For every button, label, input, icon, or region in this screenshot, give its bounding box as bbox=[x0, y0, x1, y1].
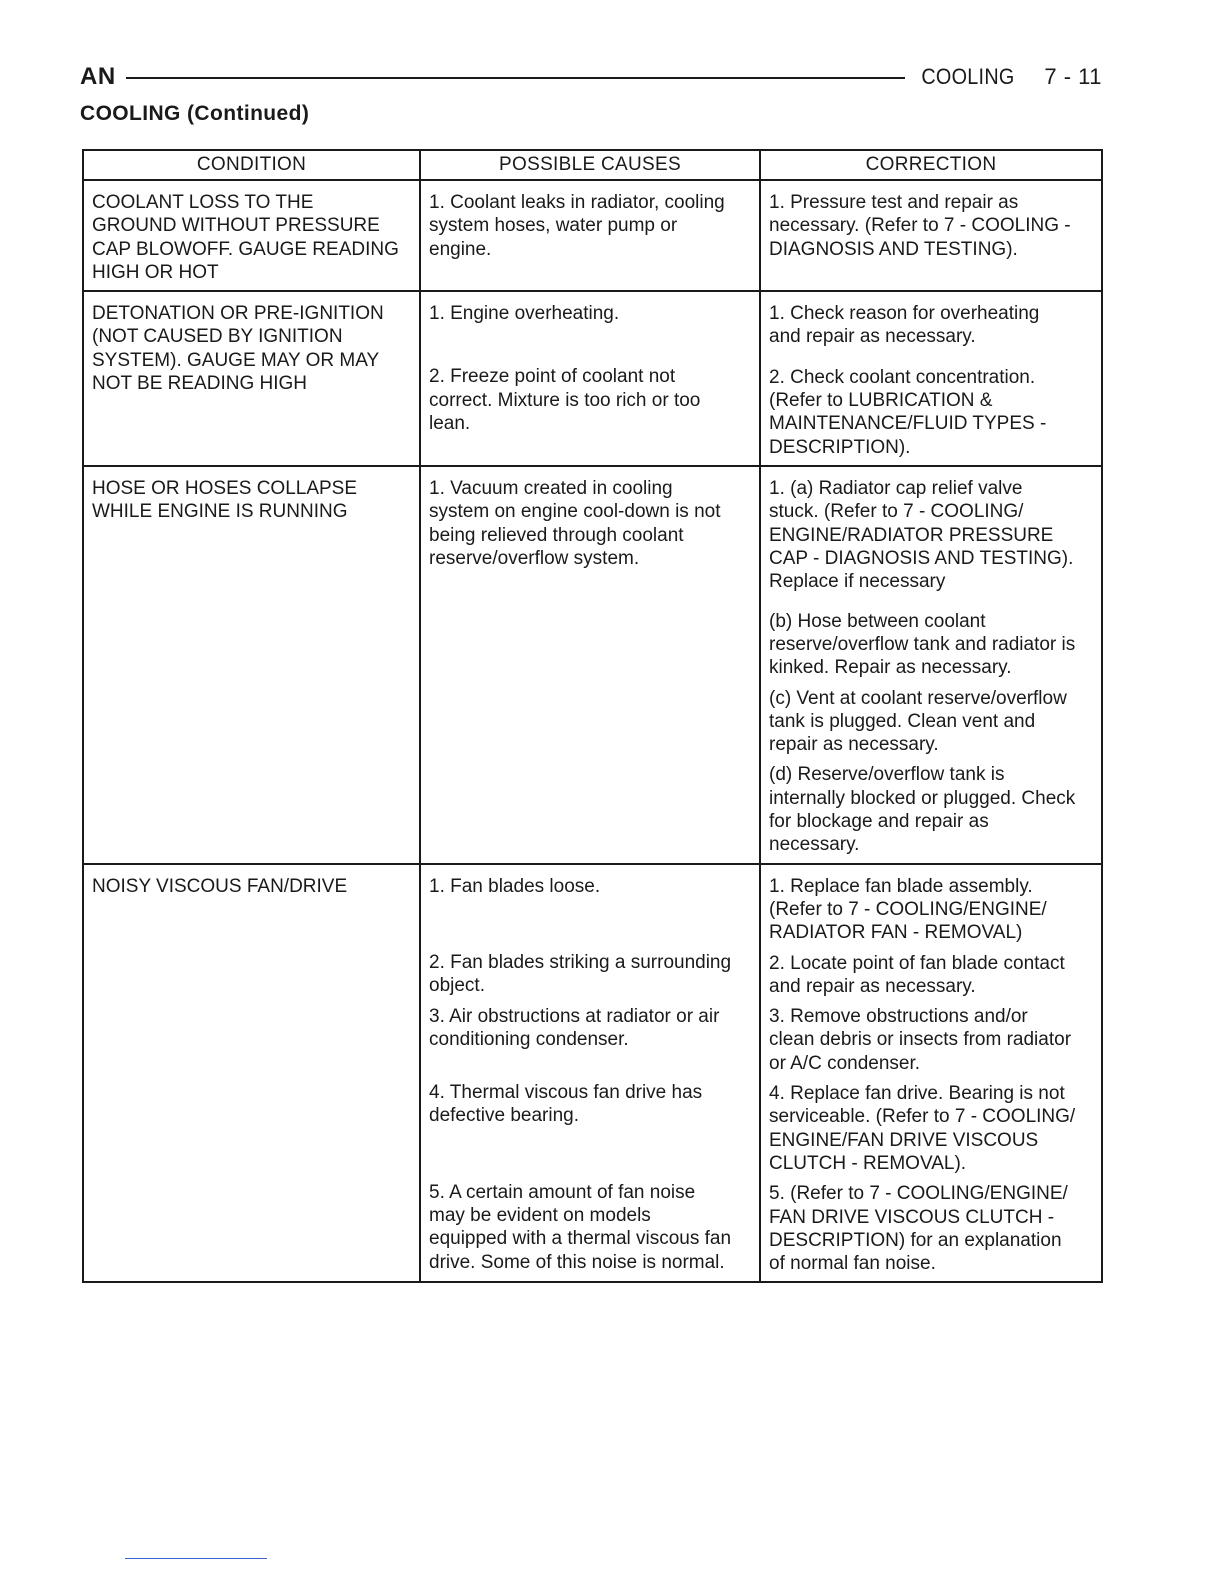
condition-cell bbox=[83, 466, 420, 863]
correction-cell bbox=[760, 291, 1102, 466]
cause-item: 2. Freeze point of coolant not correct. Mixture is too rich or too lean. bbox=[429, 366, 701, 435]
table-row bbox=[83, 291, 1102, 466]
correction-item: 5. (Refer to 7 - COOLING/ENGINE/ FAN DRIVE VISCOUS CLUTCH - DESCRIPTION) for an explanation of normal fan noise. bbox=[769, 1183, 1068, 1275]
page-number: 7 - 11 bbox=[1044, 64, 1102, 89]
column-header-condition: CONDITION bbox=[83, 150, 420, 180]
causes-cell bbox=[420, 466, 760, 863]
correction-item: 1. Pressure test and repair as necessary. (Refer to 7 - COOLING - DIAGNOSIS AND TESTING). bbox=[769, 192, 1071, 260]
cause-item: 1. Coolant leaks in radiator, cooling system hoses, water pump or engine. bbox=[429, 192, 725, 260]
correction-item: 3. Remove obstructions and/or clean debris or insects from radiator or A/C condenser. bbox=[769, 1006, 1072, 1074]
correction-item: (c) Vent at coolant reserve/overflow tank is plugged. Clean vent and repair as necessary. bbox=[769, 687, 1067, 756]
condition-cell bbox=[83, 180, 420, 291]
table-row bbox=[83, 466, 1102, 863]
table-row bbox=[83, 180, 1102, 291]
causes-cell bbox=[420, 180, 760, 291]
correction-cell bbox=[760, 180, 1102, 291]
correction-item: 1. (a) Radiator cap relief valve stuck. (Refer to 7 - COOLING/ ENGINE/RADIATOR PRESSURE CAP - DIAGNOSIS AND TESTING). Replace if necessary bbox=[769, 478, 1074, 593]
footer-rule bbox=[125, 1558, 267, 1559]
correction-item: (d) Reserve/overflow tank is internally blocked or plugged. Check for blockage and repair as necessary. bbox=[769, 764, 1076, 856]
header-rule bbox=[126, 77, 905, 79]
cause-item: 1. Vacuum created in cooling system on engine cool-down is not being relieved through coolant reserve/overflow system. bbox=[429, 478, 721, 570]
column-header-correction: CORRECTION bbox=[760, 150, 1102, 180]
correction-item: 1. Check reason for overheating and repair as necessary. bbox=[769, 303, 1040, 348]
cause-item: 1. Engine overheating. bbox=[429, 303, 620, 325]
causes-cell bbox=[420, 864, 760, 1283]
cause-item: 1. Fan blades loose. bbox=[429, 875, 601, 897]
section-code: AN bbox=[80, 63, 116, 90]
condition-text: COOLANT LOSS TO THE GROUND WITHOUT PRESSURE CAP BLOWOFF. GAUGE READING HIGH OR HOT bbox=[92, 192, 399, 283]
correction-item: (b) Hose between coolant reserve/overflow tank and radiator is kinked. Repair as necessary. bbox=[769, 610, 1076, 679]
condition-text: NOISY VISCOUS FAN/DRIVE bbox=[92, 875, 348, 897]
cause-item: 4. Thermal viscous fan drive has defective bearing. bbox=[429, 1082, 703, 1127]
cause-item: 3. Air obstructions at radiator or air conditioning condenser. bbox=[429, 1005, 720, 1050]
correction-cell bbox=[760, 466, 1102, 863]
correction-item: 2. Locate point of fan blade contact and repair as necessary. bbox=[769, 952, 1065, 997]
page-subtitle: COOLING (Continued) bbox=[80, 102, 310, 125]
cause-item: 2. Fan blades striking a surrounding object. bbox=[429, 951, 732, 997]
condition-cell bbox=[83, 864, 420, 1283]
correction-item: 1. Replace fan blade assembly. (Refer to 7 - COOLING/ENGINE/ RADIATOR FAN - REMOVAL) bbox=[769, 875, 1047, 944]
condition-text: HOSE OR HOSES COLLAPSE WHILE ENGINE IS RUNNING bbox=[92, 478, 358, 523]
page-header bbox=[80, 62, 1102, 92]
table-header-row bbox=[83, 150, 1102, 180]
correction-item: 2. Check coolant concentration. (Refer to LUBRICATION & MAINTENANCE/FLUID TYPES - DESCRIPTION). bbox=[769, 366, 1047, 458]
diagnosis-table bbox=[82, 149, 1103, 1283]
condition-text: DETONATION OR PRE-IGNITION (NOT CAUSED BY IGNITION SYSTEM). GAUGE MAY OR MAY NOT BE READING HIGH bbox=[92, 303, 384, 395]
correction-cell bbox=[760, 864, 1102, 1283]
column-header-causes: POSSIBLE CAUSES bbox=[420, 150, 760, 180]
section-name: COOLING bbox=[921, 64, 1015, 89]
condition-cell bbox=[83, 291, 420, 466]
correction-item: 4. Replace fan drive. Bearing is not serviceable. (Refer to 7 - COOLING/ ENGINE/FAN DRIVE VISCOUS CLUTCH - REMOVAL). bbox=[769, 1083, 1076, 1174]
table-row bbox=[83, 864, 1102, 1283]
causes-cell bbox=[420, 291, 760, 466]
cause-item: 5. A certain amount of fan noise may be evident on models equipped with a thermal viscous fan drive. Some of this noise is normal. bbox=[429, 1181, 732, 1273]
